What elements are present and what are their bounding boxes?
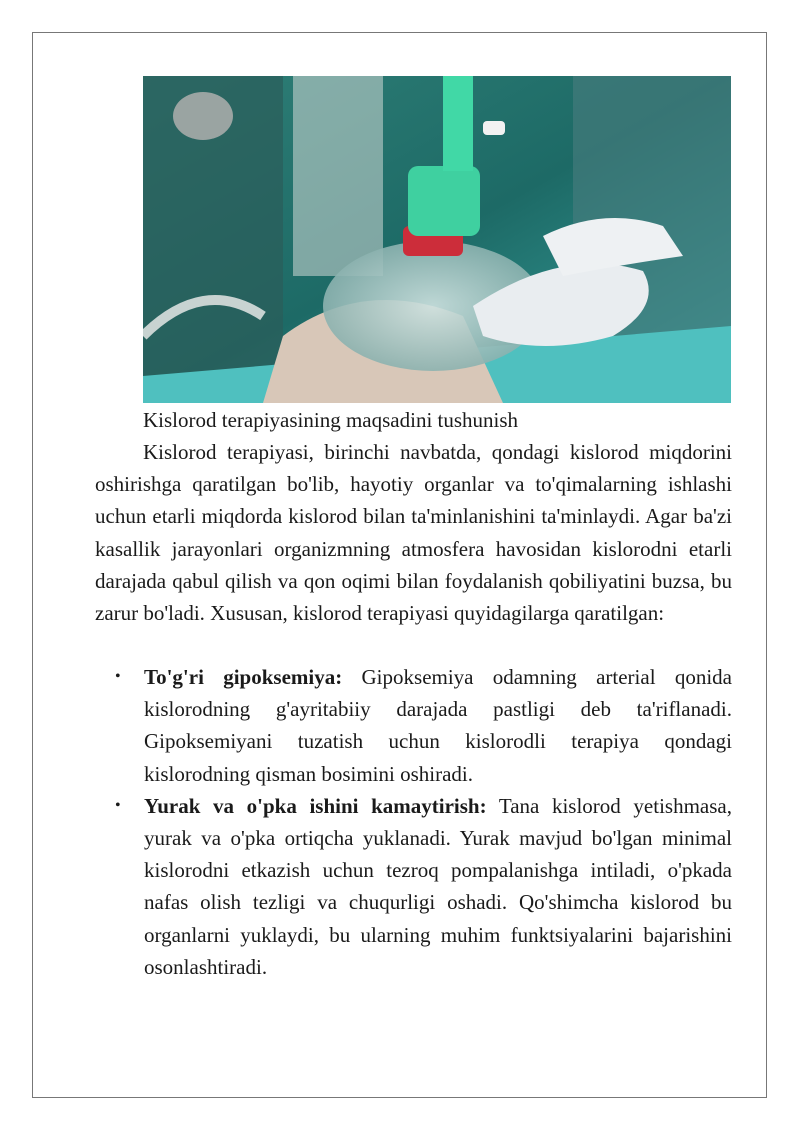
- list-item: [95, 661, 732, 790]
- bullet-term: To'g'ri gipoksemiya:: [144, 665, 343, 689]
- bullet-icon: •: [115, 668, 121, 685]
- intro-paragraph: Kislorod terapiyasi, birinchi navbatda, qondagi kislorod miqdorini oshirishga qaratilgan bo'lib, hayotiy organlar va to'qimalarning ishlashi uchun etarli miqdorda kislorod bilan ta'minlanishini ta'minlaydi. Agar ba'zi kasallik jarayonlari organizmning atmosfera havosidan kislorodni etarli darajada qabul qilish va qon oqimi bilan foydalanish qobiliyatini buzsa, bu zarur bo'ladi. Xususan, kislorod terapiyasi quyidagilarga qaratilgan:: [95, 440, 732, 626]
- bullet-icon: •: [115, 796, 121, 814]
- image-caption: Kislorod terapiyasining maqsadini tushunish: [143, 408, 519, 432]
- list-item: [95, 790, 732, 983]
- bullet-text: Gipoksemiya odamning arterial qonida kislorodning g'ayritabiiy darajada pastligi deb ta'riflanadi. Gipoksemiyani tuzatish uchun kislorodli terapiya qondagi kislorodning qisman bosimini oshiradi.: [144, 665, 732, 786]
- bullet-text: Tana kislorod yetishmasa, yurak va o'pka ortiqcha yuklanadi. Yurak mavjud bo'lgan minimal kislorodni etkazish uchun tezroq pompalanishga intiladi, o'pkada nafas olish tezligi va chuqurligi oshadi. Qo'shimcha kislorod bu organlarni yuklaydi, bu ularning muhim funktsiyalarini bajarishini osonlashtiradi.: [144, 793, 732, 979]
- oxygen-mask-illustration: [143, 76, 731, 403]
- bullet-term: Yurak va o'pka ishini kamaytirish:: [144, 793, 487, 818]
- bullet-list: [95, 661, 732, 983]
- oxygen-mask-photo: [143, 76, 731, 403]
